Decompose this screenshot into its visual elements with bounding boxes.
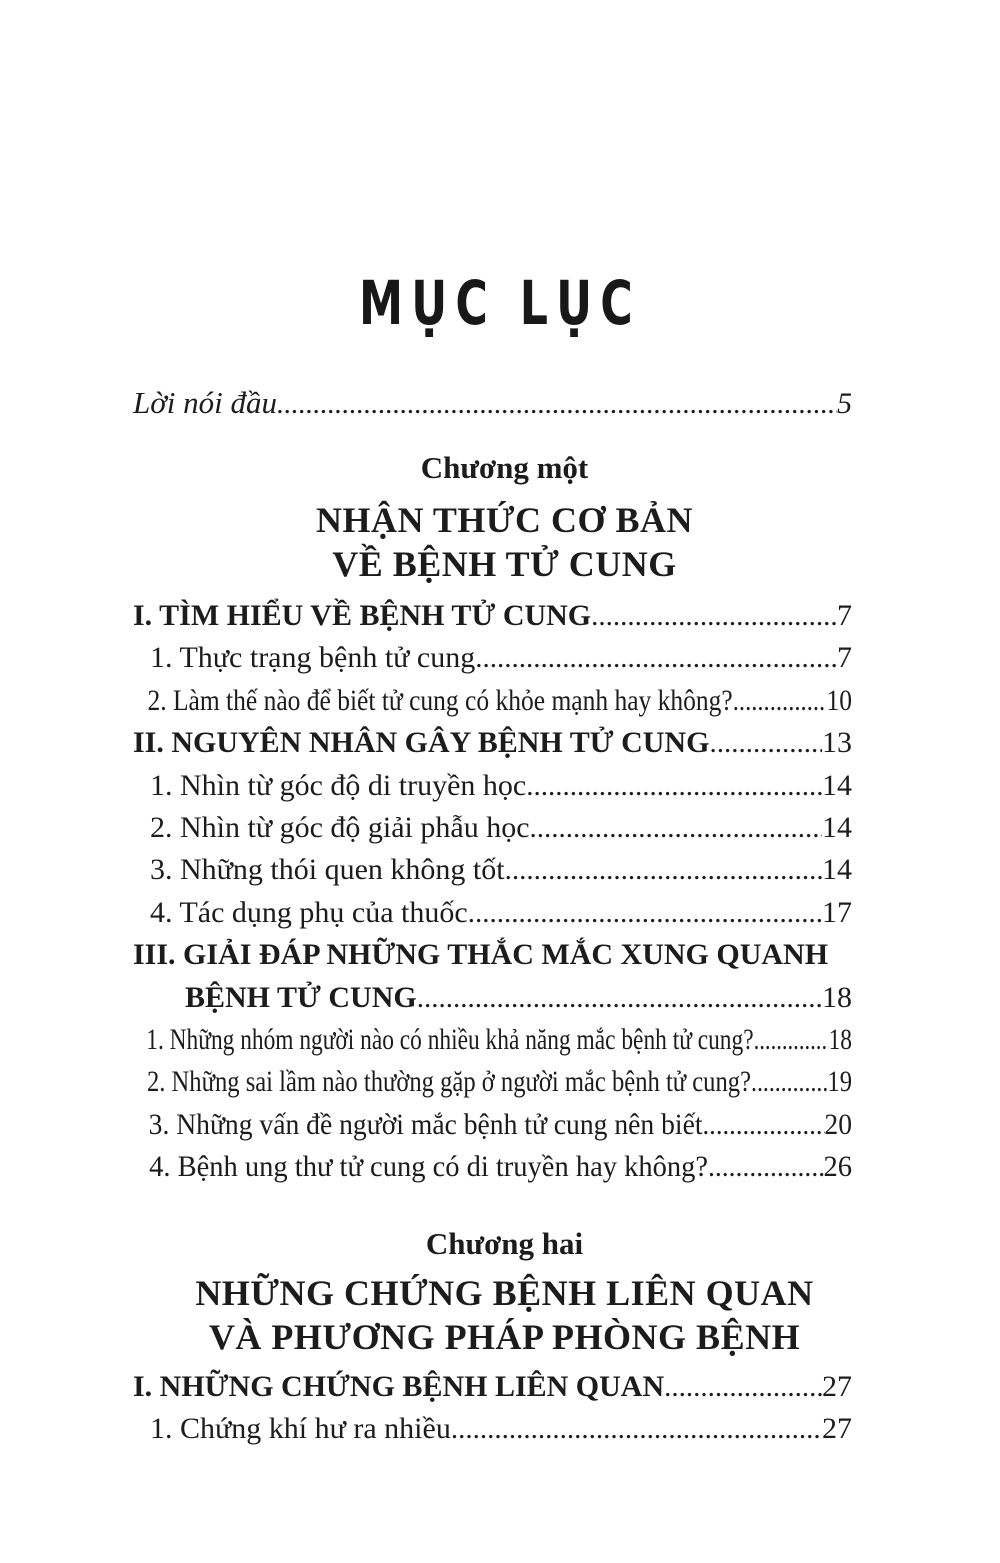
entry-label: 1. Chứng khí hư ra nhiều xyxy=(150,1412,451,1446)
dot-leader xyxy=(702,1104,824,1146)
toc-entry xyxy=(133,934,852,976)
entry-label: BỆNH TỬ CUNG xyxy=(185,980,417,1014)
page-number: 14 xyxy=(822,853,852,887)
toc-entry xyxy=(133,849,852,891)
page-number: 18 xyxy=(828,1023,852,1057)
toc-entry-preface xyxy=(133,383,852,424)
entry-label: I. NHỮNG CHỨNG BỆNH LIÊN QUAN xyxy=(133,1369,665,1403)
entry-label: 4. Tác dụng phụ của thuốc xyxy=(150,895,468,929)
entry-label: 4. Bệnh ung thư tử cung có di truyền hay không? xyxy=(149,1150,709,1184)
toc-entry xyxy=(133,977,852,1019)
page-number: 7 xyxy=(837,599,852,632)
page-title: MỤC LỤC xyxy=(358,268,642,339)
chapter2-title-line2: VÀ PHƯƠNG PHÁP PHÒNG BỆNH xyxy=(208,1316,801,1357)
toc-entry xyxy=(133,892,852,934)
dot-leader xyxy=(526,765,822,807)
page-number: 18 xyxy=(822,980,852,1014)
dot-leader xyxy=(591,595,837,637)
dot-leader xyxy=(733,680,827,722)
dot-leader xyxy=(475,637,837,679)
toc-entry xyxy=(133,722,852,764)
toc-entry xyxy=(133,765,852,807)
toc-entry xyxy=(133,1408,852,1450)
chapter1-title-line1: NHẬN THỨC CƠ BẢN xyxy=(315,500,694,540)
chapter2-title-line1: NHỮNG CHỨNG BỆNH LIÊN QUAN xyxy=(195,1272,814,1313)
toc-entry xyxy=(133,807,852,849)
page-number: 14 xyxy=(822,768,852,802)
page-number: 13 xyxy=(822,726,852,760)
toc-entry xyxy=(133,637,852,679)
page-number: 14 xyxy=(822,811,852,845)
page-number: 26 xyxy=(823,1150,852,1184)
page-number: 7 xyxy=(837,641,852,675)
entry-label: 3. Những vấn đề người mắc bệnh tử cung nên biết xyxy=(148,1107,703,1141)
dot-leader xyxy=(530,807,822,849)
toc-entry xyxy=(133,595,852,637)
entry-label: 2. Những sai lầm nào thường gặp ở người mắc bệnh tử cung? xyxy=(146,1065,751,1099)
entry-label: 1. Những nhóm người nào có nhiều khả năng mắc bệnh tử cung? xyxy=(146,1023,754,1057)
toc-entry xyxy=(133,1061,852,1103)
page-number: 19 xyxy=(827,1065,852,1099)
entry-label: 1. Nhìn từ góc độ di truyền học xyxy=(150,768,527,802)
dot-leader xyxy=(708,1146,823,1188)
page-number: 27 xyxy=(822,1412,852,1446)
chapter1-title-line2: VỀ BỆNH TỬ CUNG xyxy=(332,544,677,584)
toc-entry xyxy=(133,1019,852,1061)
entry-label: III. GIẢI ĐÁP NHỮNG THẮC MẮC XUNG QUANH xyxy=(133,938,829,972)
page-number: 27 xyxy=(822,1369,852,1403)
dot-leader xyxy=(417,977,822,1019)
dot-leader xyxy=(505,849,822,891)
toc-entry xyxy=(133,1366,852,1408)
chapter2-kicker: Chương hai xyxy=(425,1225,584,1261)
page-number: 20 xyxy=(824,1107,852,1141)
toc-entry xyxy=(133,1146,852,1188)
dot-leader xyxy=(709,722,822,764)
chapter1-kicker: Chương một xyxy=(420,450,589,485)
dot-leader xyxy=(451,1408,822,1450)
toc-entry xyxy=(133,1104,852,1146)
entry-label: 3. Những thói quen không tốt xyxy=(150,853,505,887)
entry-label: 2. Làm thế nào để biết tử cung có khỏe mạnh hay không? xyxy=(147,683,733,717)
entry-label: Lời nói đầu xyxy=(133,385,278,420)
page-number: 5 xyxy=(837,387,852,420)
dot-leader xyxy=(664,1366,822,1408)
entry-label: 2. Nhìn từ góc độ giải phẫu học xyxy=(150,811,530,845)
page-number: 10 xyxy=(826,683,852,717)
toc-content xyxy=(133,383,852,1451)
dot-leader xyxy=(754,1019,829,1061)
dot-leader xyxy=(751,1061,827,1103)
entry-label: I. TÌM HIỂU VỀ BỆNH TỬ CUNG xyxy=(133,599,592,632)
dot-leader xyxy=(277,384,837,424)
toc-entry xyxy=(133,680,852,722)
page-number: 17 xyxy=(822,895,852,929)
entry-label: 1. Thực trạng bệnh tử cung xyxy=(150,641,476,675)
dot-leader xyxy=(468,892,822,934)
entry-label: II. NGUYÊN NHÂN GÂY BỆNH TỬ CUNG xyxy=(133,726,710,760)
